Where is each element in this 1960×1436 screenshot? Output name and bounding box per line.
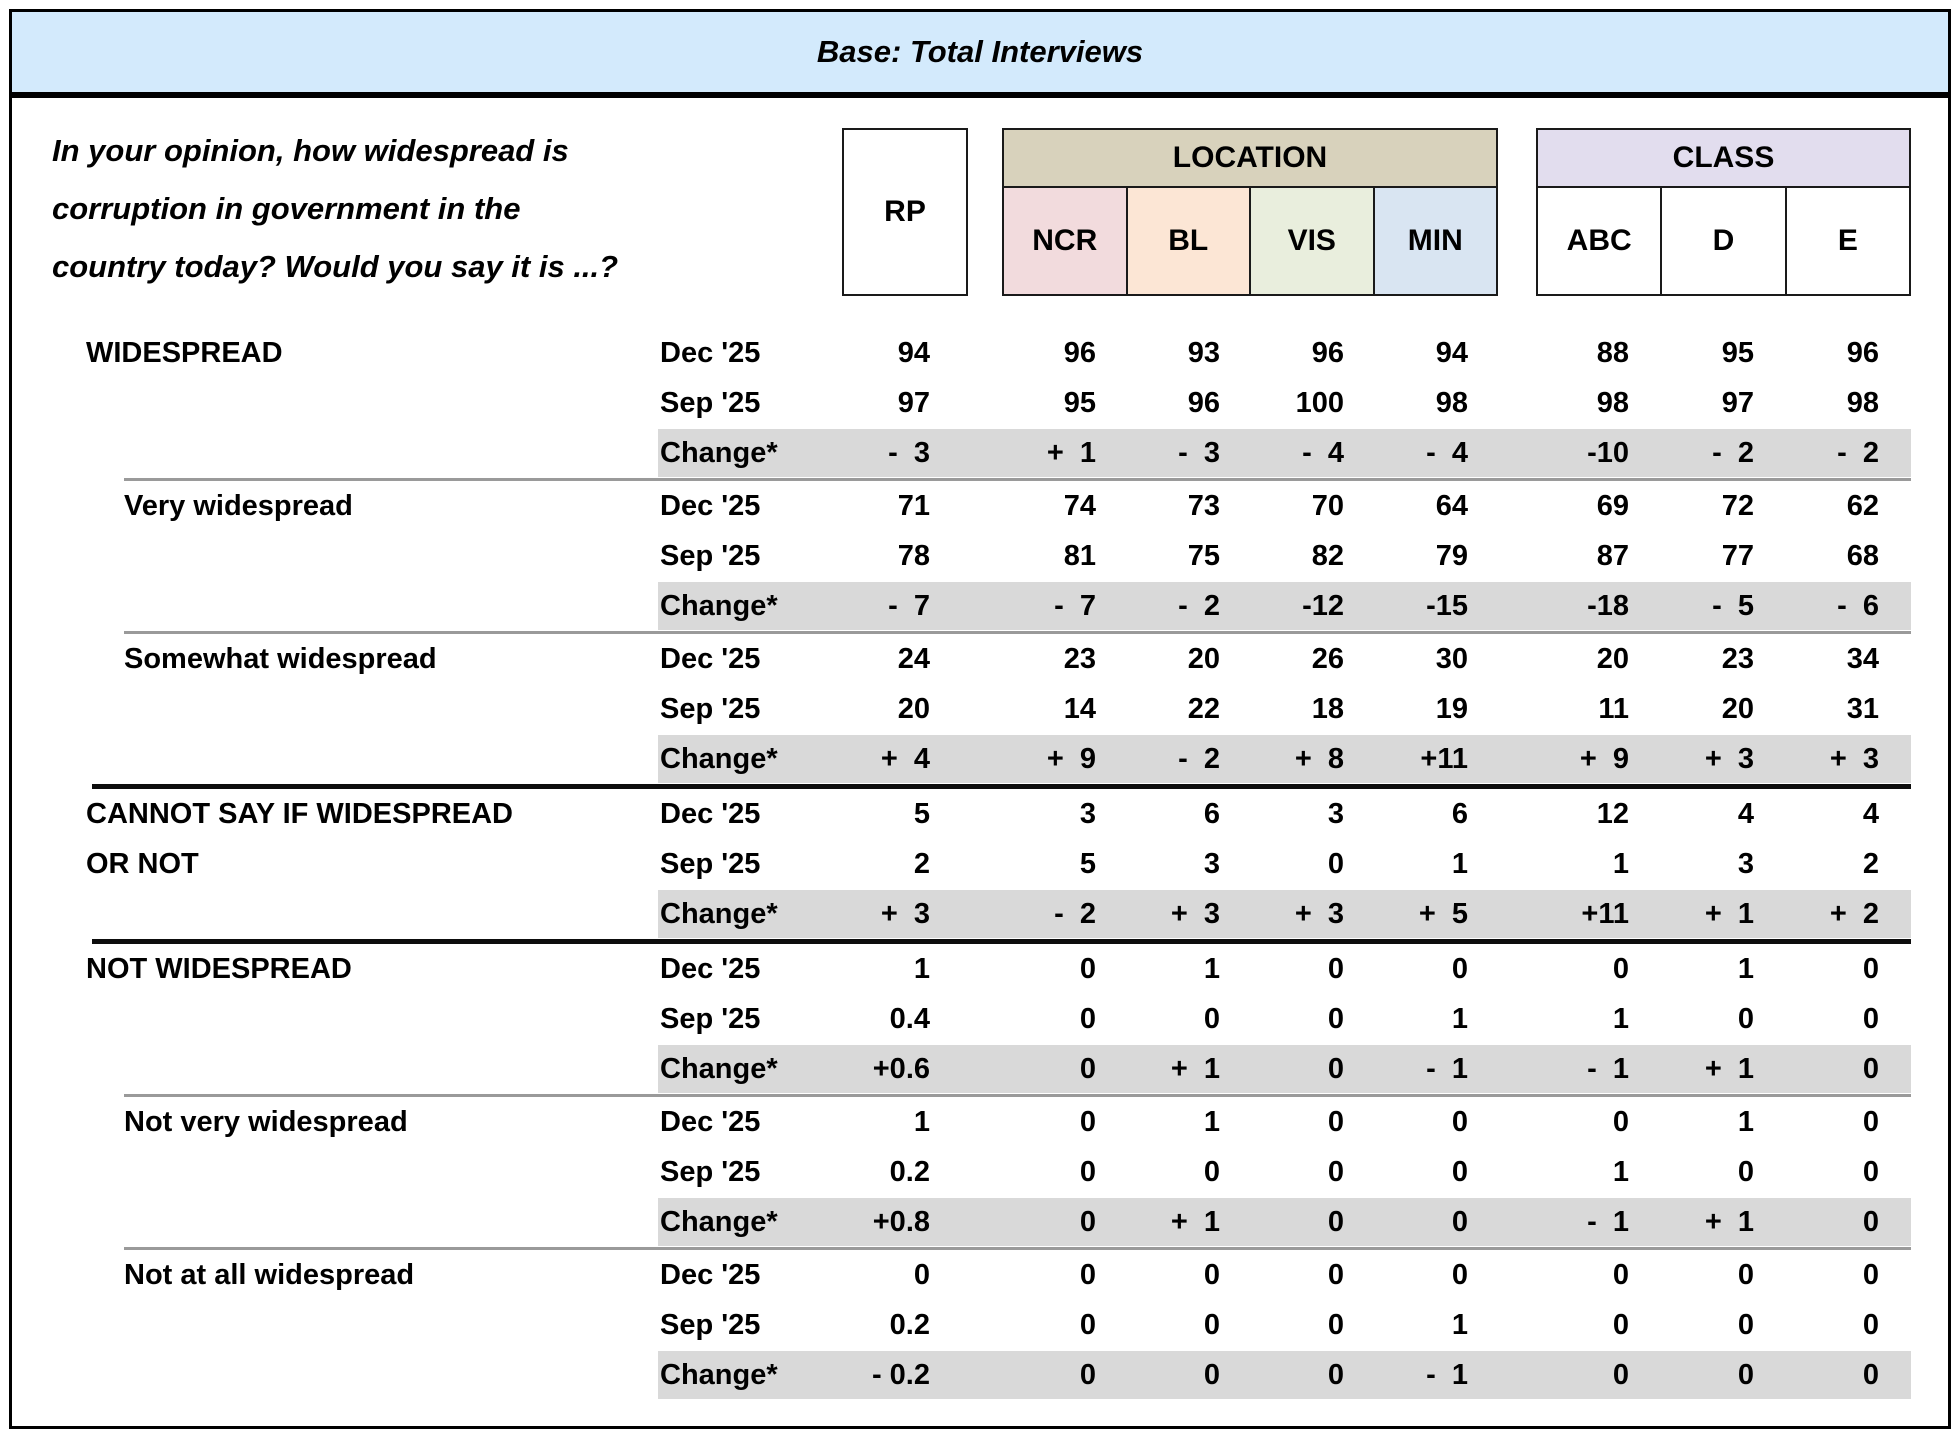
data-row: [12, 944, 1948, 994]
value-bl: - 2: [1178, 589, 1220, 622]
value-bl: 96: [1187, 386, 1220, 419]
value-vis: 0: [1327, 1002, 1344, 1035]
value-d: 0: [1737, 1258, 1754, 1291]
value-d: 0: [1737, 1308, 1754, 1341]
value-ncr: 96: [1063, 336, 1096, 369]
value-vis: 0: [1327, 1358, 1344, 1391]
value-min: 19: [1435, 692, 1468, 725]
column-header-vis: VIS: [1249, 188, 1373, 294]
value-rp: 94: [897, 336, 930, 369]
value-e: 0: [1862, 1258, 1879, 1291]
value-bl: - 2: [1178, 742, 1220, 775]
column-header-abc: ABC: [1538, 188, 1660, 294]
value-e: 62: [1846, 489, 1879, 522]
base-banner: [9, 9, 1951, 95]
value-e: 0: [1862, 1308, 1879, 1341]
value-d: 77: [1721, 539, 1754, 572]
value-min: 6: [1451, 797, 1468, 830]
value-vis: + 3: [1294, 897, 1344, 930]
value-ncr: 5: [1079, 847, 1096, 880]
column-header-rp: RP: [842, 128, 968, 296]
value-bl: + 1: [1170, 1052, 1220, 1085]
value-rp: 1: [913, 1105, 930, 1138]
period-label: Dec '25: [660, 642, 761, 675]
value-min: - 4: [1426, 436, 1468, 469]
value-rp: 97: [897, 386, 930, 419]
data-row: [12, 789, 1948, 839]
value-min: 98: [1435, 386, 1468, 419]
question-text: [52, 122, 822, 296]
value-min: - 1: [1426, 1358, 1468, 1391]
value-ncr: 23: [1063, 642, 1096, 675]
location-subheaders: [1004, 188, 1496, 294]
period-label: Change*: [660, 897, 778, 930]
value-abc: 87: [1596, 539, 1629, 572]
category-label: CANNOT SAY IF WIDESPREAD: [86, 797, 513, 830]
period-label: Dec '25: [660, 797, 761, 830]
value-abc: 0: [1612, 1308, 1629, 1341]
class-subheaders: [1538, 188, 1909, 294]
period-label: Change*: [660, 589, 778, 622]
data-row: [12, 1097, 1948, 1147]
value-abc: 11: [1598, 692, 1629, 725]
value-vis: 26: [1311, 642, 1344, 675]
value-min: 94: [1435, 336, 1468, 369]
value-bl: 3: [1203, 847, 1220, 880]
value-vis: 82: [1311, 539, 1344, 572]
table-body: [12, 328, 1948, 1400]
value-abc: 69: [1596, 489, 1629, 522]
value-d: 0: [1737, 1358, 1754, 1391]
value-vis: -12: [1302, 589, 1344, 622]
value-abc: 0: [1612, 1258, 1629, 1291]
value-abc: - 1: [1587, 1205, 1629, 1238]
value-d: 1: [1737, 952, 1754, 985]
value-d: + 1: [1704, 1205, 1754, 1238]
value-rp: 0: [913, 1258, 930, 1291]
value-bl: 6: [1203, 797, 1220, 830]
value-d: - 2: [1712, 436, 1754, 469]
period-label: Sep '25: [660, 539, 761, 572]
category-label: WIDESPREAD: [86, 336, 283, 369]
value-rp: - 0.2: [871, 1358, 930, 1391]
value-e: - 2: [1837, 436, 1879, 469]
value-d: 72: [1721, 489, 1754, 522]
value-d: + 1: [1704, 1052, 1754, 1085]
period-label: Dec '25: [660, 1258, 761, 1291]
change-row: [12, 581, 1948, 631]
category-label: Not very widespread: [124, 1105, 408, 1138]
value-min: 30: [1435, 642, 1468, 675]
period-label: Sep '25: [660, 692, 761, 725]
value-vis: 0: [1327, 1155, 1344, 1188]
value-rp: + 4: [880, 742, 930, 775]
data-row: [12, 328, 1948, 378]
value-rp: 5: [913, 797, 930, 830]
value-ncr: + 9: [1046, 742, 1096, 775]
period-label: Sep '25: [660, 847, 761, 880]
data-row: [12, 994, 1948, 1044]
change-row: [12, 889, 1948, 939]
column-header-min: MIN: [1373, 188, 1497, 294]
value-abc: 0: [1612, 1358, 1629, 1391]
data-row: [12, 378, 1948, 428]
value-rp: 0.2: [889, 1308, 930, 1341]
data-row: [12, 634, 1948, 684]
column-header-bl: BL: [1126, 188, 1250, 294]
value-bl: 93: [1187, 336, 1220, 369]
category-label: Very widespread: [124, 489, 353, 522]
value-vis: 0: [1327, 1308, 1344, 1341]
value-abc: + 9: [1579, 742, 1629, 775]
value-bl: - 3: [1178, 436, 1220, 469]
value-min: 1: [1451, 1308, 1468, 1341]
value-e: 34: [1846, 642, 1879, 675]
value-min: 0: [1451, 1155, 1468, 1188]
value-rp: 78: [897, 539, 930, 572]
value-abc: 98: [1596, 386, 1629, 419]
value-ncr: 0: [1079, 1205, 1096, 1238]
category-label: OR NOT: [86, 847, 199, 880]
value-e: 0: [1862, 1052, 1879, 1085]
value-min: 0: [1451, 1205, 1468, 1238]
value-ncr: 0: [1079, 952, 1096, 985]
value-ncr: + 1: [1046, 436, 1096, 469]
value-bl: 20: [1187, 642, 1220, 675]
value-e: 96: [1846, 336, 1879, 369]
value-bl: 0: [1203, 1358, 1220, 1391]
period-label: Sep '25: [660, 1308, 761, 1341]
value-e: 31: [1846, 692, 1879, 725]
value-rp: +0.6: [872, 1052, 930, 1085]
value-min: 1: [1451, 847, 1468, 880]
value-ncr: 0: [1079, 1358, 1096, 1391]
period-label: Dec '25: [660, 1105, 761, 1138]
category-label: NOT WIDESPREAD: [86, 952, 352, 985]
value-bl: 1: [1203, 1105, 1220, 1138]
question-line-1: In your opinion, how widespread is: [52, 133, 569, 168]
question-line-3: country today? Would you say it is ...?: [52, 249, 619, 284]
value-e: + 2: [1829, 897, 1879, 930]
value-rp: - 3: [888, 436, 930, 469]
value-abc: -18: [1587, 589, 1629, 622]
change-row: [12, 1350, 1948, 1400]
data-row: [12, 1300, 1948, 1350]
value-bl: 0: [1203, 1258, 1220, 1291]
period-label: Dec '25: [660, 952, 761, 985]
value-bl: + 3: [1170, 897, 1220, 930]
period-label: Sep '25: [660, 1155, 761, 1188]
value-abc: -10: [1587, 436, 1629, 469]
value-min: 64: [1435, 489, 1468, 522]
value-bl: 75: [1187, 539, 1220, 572]
value-abc: 12: [1596, 797, 1629, 830]
value-ncr: - 2: [1054, 897, 1096, 930]
data-row: [12, 481, 1948, 531]
value-rp: 1: [913, 952, 930, 985]
value-ncr: 0: [1079, 1155, 1096, 1188]
data-row: [12, 1147, 1948, 1197]
value-ncr: 14: [1063, 692, 1096, 725]
value-rp: 0.4: [889, 1002, 930, 1035]
value-d: 97: [1721, 386, 1754, 419]
value-ncr: 81: [1063, 539, 1096, 572]
value-e: 0: [1862, 1155, 1879, 1188]
value-rp: +0.8: [872, 1205, 930, 1238]
value-e: + 3: [1829, 742, 1879, 775]
value-e: 2: [1862, 847, 1879, 880]
value-ncr: 0: [1079, 1308, 1096, 1341]
value-e: 98: [1846, 386, 1879, 419]
value-d: 23: [1721, 642, 1754, 675]
data-row: [12, 839, 1948, 889]
period-label: Change*: [660, 1358, 778, 1391]
value-bl: 0: [1203, 1002, 1220, 1035]
column-header-d: D: [1660, 188, 1784, 294]
value-e: 0: [1862, 1358, 1879, 1391]
value-rp: 20: [897, 692, 930, 725]
change-row: [12, 1044, 1948, 1094]
location-group-title: LOCATION: [1004, 130, 1496, 188]
value-ncr: 95: [1063, 386, 1096, 419]
value-abc: 1: [1612, 1002, 1629, 1035]
value-rp: 71: [897, 489, 930, 522]
value-min: + 5: [1418, 897, 1468, 930]
value-e: 68: [1846, 539, 1879, 572]
value-rp: + 3: [880, 897, 930, 930]
value-vis: - 4: [1302, 436, 1344, 469]
value-d: 3: [1737, 847, 1754, 880]
value-min: 0: [1451, 952, 1468, 985]
change-row: [12, 428, 1948, 478]
value-abc: - 1: [1587, 1052, 1629, 1085]
column-header-ncr: NCR: [1004, 188, 1126, 294]
value-vis: 0: [1327, 952, 1344, 985]
class-group-title: CLASS: [1538, 130, 1909, 188]
value-ncr: 0: [1079, 1258, 1096, 1291]
value-ncr: 0: [1079, 1105, 1096, 1138]
value-min: 0: [1451, 1105, 1468, 1138]
value-ncr: 74: [1063, 489, 1096, 522]
data-row: [12, 531, 1948, 581]
value-rp: 2: [913, 847, 930, 880]
value-ncr: 3: [1079, 797, 1096, 830]
question-line-2: corruption in government in the: [52, 191, 521, 226]
value-d: 0: [1737, 1155, 1754, 1188]
period-label: Sep '25: [660, 386, 761, 419]
value-vis: 96: [1311, 336, 1344, 369]
value-e: 0: [1862, 1105, 1879, 1138]
value-abc: 1: [1612, 847, 1629, 880]
value-rp: - 7: [888, 589, 930, 622]
change-row: [12, 1197, 1948, 1247]
value-abc: +11: [1581, 897, 1629, 930]
value-bl: 0: [1203, 1308, 1220, 1341]
value-vis: 18: [1311, 692, 1344, 725]
value-vis: 3: [1327, 797, 1344, 830]
value-rp: 24: [897, 642, 930, 675]
column-header-e: E: [1785, 188, 1909, 294]
value-vis: 0: [1327, 847, 1344, 880]
value-d: 0: [1737, 1002, 1754, 1035]
column-group-location: [1002, 128, 1498, 296]
survey-table: [9, 95, 1951, 1429]
value-e: 0: [1862, 1205, 1879, 1238]
value-abc: 20: [1596, 642, 1629, 675]
value-vis: 0: [1327, 1258, 1344, 1291]
value-d: 20: [1721, 692, 1754, 725]
value-e: 0: [1862, 1002, 1879, 1035]
period-label: Dec '25: [660, 336, 761, 369]
value-vis: 70: [1311, 489, 1344, 522]
period-label: Change*: [660, 1205, 778, 1238]
value-min: - 1: [1426, 1052, 1468, 1085]
value-d: + 1: [1704, 897, 1754, 930]
value-ncr: - 7: [1054, 589, 1096, 622]
period-label: Change*: [660, 436, 778, 469]
value-ncr: 0: [1079, 1052, 1096, 1085]
period-label: Sep '25: [660, 1002, 761, 1035]
value-abc: 0: [1612, 1105, 1629, 1138]
value-ncr: 0: [1079, 1002, 1096, 1035]
value-bl: + 1: [1170, 1205, 1220, 1238]
period-label: Change*: [660, 1052, 778, 1085]
value-d: 95: [1721, 336, 1754, 369]
value-bl: 73: [1187, 489, 1220, 522]
value-vis: + 8: [1294, 742, 1344, 775]
value-abc: 0: [1612, 952, 1629, 985]
value-min: 79: [1435, 539, 1468, 572]
value-d: 4: [1737, 797, 1754, 830]
period-label: Change*: [660, 742, 778, 775]
value-min: +11: [1420, 742, 1468, 775]
data-row: [12, 684, 1948, 734]
category-label: Somewhat widespread: [124, 642, 437, 675]
value-d: + 3: [1704, 742, 1754, 775]
base-banner-title: Base: Total Interviews: [816, 34, 1144, 69]
value-bl: 1: [1203, 952, 1220, 985]
value-e: - 6: [1837, 589, 1879, 622]
category-label: Not at all widespread: [124, 1258, 415, 1291]
value-vis: 0: [1327, 1205, 1344, 1238]
column-group-class: [1536, 128, 1911, 296]
change-row: [12, 734, 1948, 784]
value-d: 1: [1737, 1105, 1754, 1138]
value-vis: 0: [1327, 1105, 1344, 1138]
value-bl: 0: [1203, 1155, 1220, 1188]
value-vis: 0: [1327, 1052, 1344, 1085]
value-abc: 88: [1596, 336, 1629, 369]
value-e: 4: [1862, 797, 1879, 830]
value-min: 0: [1451, 1258, 1468, 1291]
value-e: 0: [1862, 952, 1879, 985]
value-abc: 1: [1612, 1155, 1629, 1188]
data-row: [12, 1250, 1948, 1300]
period-label: Dec '25: [660, 489, 761, 522]
value-vis: 100: [1295, 386, 1344, 419]
value-rp: 0.2: [889, 1155, 930, 1188]
value-min: -15: [1426, 589, 1468, 622]
value-bl: 22: [1187, 692, 1220, 725]
value-d: - 5: [1712, 589, 1754, 622]
value-min: 1: [1451, 1002, 1468, 1035]
